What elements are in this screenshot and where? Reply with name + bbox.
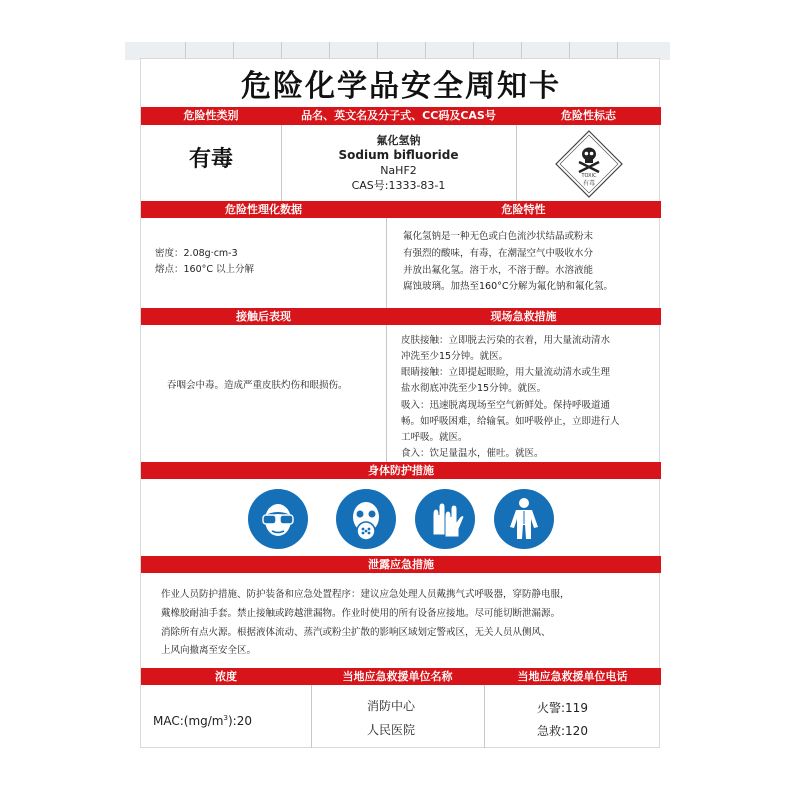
- safety-card: [140, 58, 660, 748]
- shelf-divider: [185, 42, 186, 58]
- first-aid-line: 吸入：迅速脱离现场至空气新鲜处。保持呼吸道通: [401, 400, 611, 411]
- mac-superscript: 3: [223, 714, 228, 722]
- divider: [386, 218, 387, 308]
- identity-header-bar: [141, 107, 661, 125]
- molecular-formula: NaHF2: [380, 164, 417, 177]
- unit-hospital: 人民医院: [367, 723, 416, 737]
- header-sign: 危险性标志: [561, 109, 616, 122]
- divider: [484, 685, 485, 748]
- exposure-symptoms: 吞咽会中毒。造成严重皮肤灼伤和眼损伤。: [167, 380, 348, 391]
- mac-suffix: ):20: [227, 714, 252, 728]
- spill-line: 上风向撤离至安全区。: [161, 645, 257, 656]
- mac-value: [153, 709, 252, 730]
- shelf-divider: [329, 42, 330, 58]
- shelf-divider: [377, 42, 378, 58]
- header-category: 危险性类别: [183, 109, 239, 122]
- spill-header-bar: [141, 556, 661, 573]
- protective-suit-icon: [494, 489, 554, 549]
- gas-mask-icon: [336, 489, 396, 549]
- shelf-divider: [473, 42, 474, 58]
- first-aid-line: 冲洗至少15分钟。就医。: [401, 351, 509, 362]
- hazard-trait-line: 腐蚀玻璃。加热至160°C分解为氟化钠和氟化氢。: [403, 281, 614, 292]
- shelf-divider: [233, 42, 234, 58]
- mac-prefix: MAC:(mg/m: [153, 714, 224, 728]
- hazard-trait-line: 并放出氟化氢。溶于水，不溶于醇。水溶液能: [403, 265, 594, 276]
- header-unit-phone: 当地应急救援单位电话: [517, 670, 628, 683]
- goggles-icon: [248, 489, 308, 549]
- hazard-trait-line: 有强烈的酸味，有毒，在潮湿空气中吸收水分: [403, 248, 594, 259]
- header-names: 品名、英文名及分子式、CC码及CAS号: [301, 109, 496, 122]
- first-aid-line: 食入：饮足量温水，催吐。就医。: [401, 448, 544, 459]
- divider: [386, 325, 387, 462]
- shelf-divider: [569, 42, 570, 58]
- first-aid-line: 眼睛接触：立即提起眼睑，用大量流动清水或生理: [401, 367, 611, 378]
- gloves-icon: [415, 489, 475, 549]
- first-aid-line: 畅。如呼吸困难，给输氧。如呼吸停止，立即进行人: [401, 416, 620, 427]
- header-physical-data: 危险性理化数据: [225, 203, 302, 216]
- header-concentration: 浓度: [215, 670, 237, 683]
- cas-number: CAS号:1333-83-1: [351, 179, 446, 192]
- exposure-header-bar: [141, 308, 661, 325]
- phone-ambulance: 急救:120: [537, 724, 588, 738]
- spill-line: 戴橡胶耐油手套。禁止接触或跨越泄漏物。作业时使用的所有设备应接地。尽可能切断泄漏源。: [161, 608, 561, 619]
- hazard-category: 有毒: [188, 147, 233, 172]
- toxic-label-cn: 有毒: [582, 180, 595, 187]
- spill-line: 作业人员防护措施、防护装备和应急处置程序：建议应急处理人员戴携气式呼吸器，穿防静电服，: [161, 589, 570, 600]
- contacts-header-bar: [141, 668, 661, 685]
- first-aid-line: 工呼吸。就医。: [401, 432, 468, 443]
- divider: [311, 685, 312, 748]
- header-unit-name: 当地应急救援单位名称: [342, 670, 453, 683]
- first-aid-line: 皮肤接触：立即脱去污染的衣着，用大量流动清水: [401, 335, 611, 346]
- header-symptoms: 接触后表现: [236, 310, 291, 323]
- header-first-aid: 现场急救措施: [490, 310, 557, 323]
- shelf-divider: [617, 42, 618, 58]
- protection-header-bar: [141, 462, 661, 479]
- hazard-trait-line: 氟化氢钠是一种无色或白色流沙状结晶或粉末: [403, 231, 594, 242]
- toxic-label-en: TOXIC: [581, 173, 597, 179]
- spill-line: 消除所有点火源。根据液体流动、蒸汽或粉尘扩散的影响区域划定警戒区，无关人员从侧风、: [161, 627, 551, 638]
- header-spill: 泄露应急措施: [368, 558, 434, 571]
- header-hazard-traits: 危险特性: [501, 203, 546, 216]
- english-name: Sodium bifluoride: [338, 148, 459, 162]
- skull-crossbones-icon: [554, 129, 624, 199]
- density-value: 密度：2.08g·cm-3: [155, 248, 238, 259]
- properties-header-bar: [141, 201, 661, 218]
- unit-fire-center: 消防中心: [367, 699, 416, 713]
- header-protection: 身体防护措施: [368, 464, 434, 477]
- chinese-name: 氟化氢钠: [376, 134, 421, 147]
- first-aid-line: 盐水彻底冲洗至少15分钟。就医。: [401, 383, 547, 394]
- divider: [516, 125, 517, 201]
- card-title: 危险化学品安全周知卡: [241, 69, 561, 104]
- phone-fire: 火警:119: [537, 701, 588, 715]
- melting-point: 熔点：160°C 以上分解: [155, 264, 255, 275]
- shelf-divider: [521, 42, 522, 58]
- toxic-hazard-sign: [554, 129, 624, 199]
- shelf-divider: [281, 42, 282, 58]
- shelf-divider: [425, 42, 426, 58]
